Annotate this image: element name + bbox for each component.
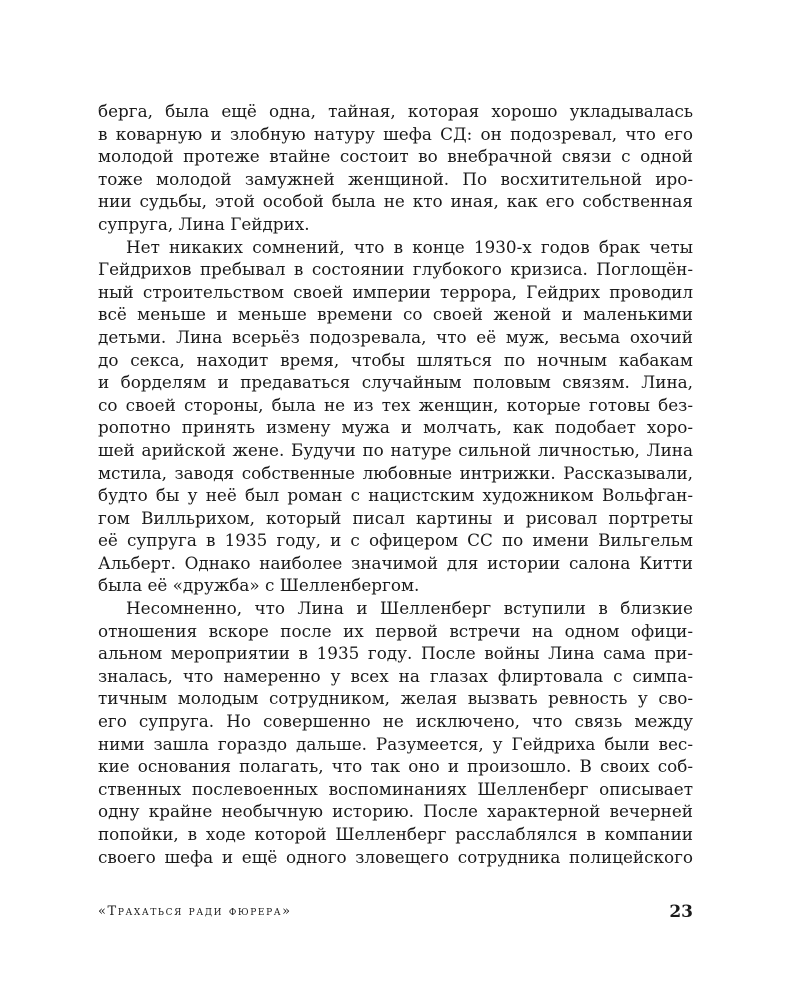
text-line: его супруга. Но совершенно не исключено, что связь между bbox=[98, 711, 693, 732]
text-line: кие основания полагать, что так оно и произошло. В своих соб- bbox=[98, 756, 693, 777]
text-line: Альберт. Однако наиболее значимой для истории салона Китти bbox=[98, 552, 693, 573]
text-line: одну крайне необычную историю. После характерной вечерней bbox=[98, 801, 693, 822]
text-line: и борделям и предаваться случайным половым связям. Лина, bbox=[98, 372, 693, 393]
text-line: мстила, заводя собственные любовные интрижки. Рассказывали, bbox=[98, 462, 693, 483]
text-line: была её «дружба» с Шелленбергом. bbox=[98, 575, 420, 596]
text-line: ный строительством своей империи террора, Гейдрих проводил bbox=[98, 281, 693, 302]
text-line: гом Вилльрихом, который писал картины и рисовал портреты bbox=[98, 507, 693, 528]
text-line: Несомненно, что Лина и Шелленберг вступили в близкие bbox=[126, 598, 693, 619]
text-line: альном мероприятии в 1935 году. После войны Лина сама при- bbox=[98, 643, 693, 664]
text-line: всё меньше и меньше времени со своей женой и маленькими bbox=[98, 304, 693, 325]
running-title: «Трахаться ради фюрера» bbox=[98, 904, 292, 919]
text-line: будто бы у неё был роман с нацистским художником Вольфган- bbox=[98, 485, 693, 506]
page-footer bbox=[98, 902, 693, 926]
text-line: ропотно принять измену мужа и молчать, как подобает хоро- bbox=[98, 417, 693, 438]
text-line: супруга, Лина Гейдрих. bbox=[98, 213, 310, 234]
text-line: попойки, в ходе которой Шелленберг расслаблялся в компании bbox=[98, 824, 693, 844]
text-line: детьми. Лина всерьёз подозревала, что её муж, весьма охочий bbox=[98, 326, 693, 347]
text-line: берга, была ещё одна, тайная, которая хорошо укладывалась bbox=[98, 101, 693, 121]
text-line: Гейдрихов пребывал в состоянии глубокого кризиса. Поглощён- bbox=[98, 259, 693, 280]
text-line: ними зашла гораздо дальше. Разумеется, у Гейдриха были вес- bbox=[98, 733, 693, 754]
text-line: своего шефа и ещё одного зловещего сотрудника полицейского bbox=[98, 846, 693, 867]
text-line: до секса, находит время, чтобы шляться по ночным кабакам bbox=[98, 349, 693, 370]
text-line: со своей стороны, была не из тех женщин, которые готовы без- bbox=[98, 394, 693, 415]
text-line: Нет никаких сомнений, что в конце 1930-х годов брак четы bbox=[126, 236, 693, 257]
page-number: 23 bbox=[669, 902, 693, 922]
text-line: нии судьбы, этой особой была не кто иная, как его собственная bbox=[98, 191, 693, 212]
text-line: шей арийской жене. Будучи по натуре сильной личностью, Лина bbox=[98, 439, 693, 460]
text-line: ственных послевоенных воспоминаниях Шелленберг описывает bbox=[98, 778, 693, 799]
text-line: в коварную и злобную натуру шефа СД: он подозревал, что его bbox=[98, 123, 693, 144]
text-line: молодой протеже втайне состоит во внебрачной связи с одной bbox=[98, 146, 693, 167]
text-line: её супруга в 1935 году, и с офицером СС по имени Вильгельм bbox=[98, 530, 693, 551]
text-line: тоже молодой замужней женщиной. По восхитительной иро- bbox=[98, 168, 693, 189]
body-text bbox=[98, 100, 693, 868]
text-line: отношения вскоре после их первой встречи на одном офици- bbox=[98, 620, 693, 641]
text-line: зналась, что намеренно у всех на глазах флиртовала с симпа- bbox=[98, 665, 693, 686]
text-line: тичным молодым сотрудником, желая вызвать ревность у сво- bbox=[98, 688, 693, 709]
